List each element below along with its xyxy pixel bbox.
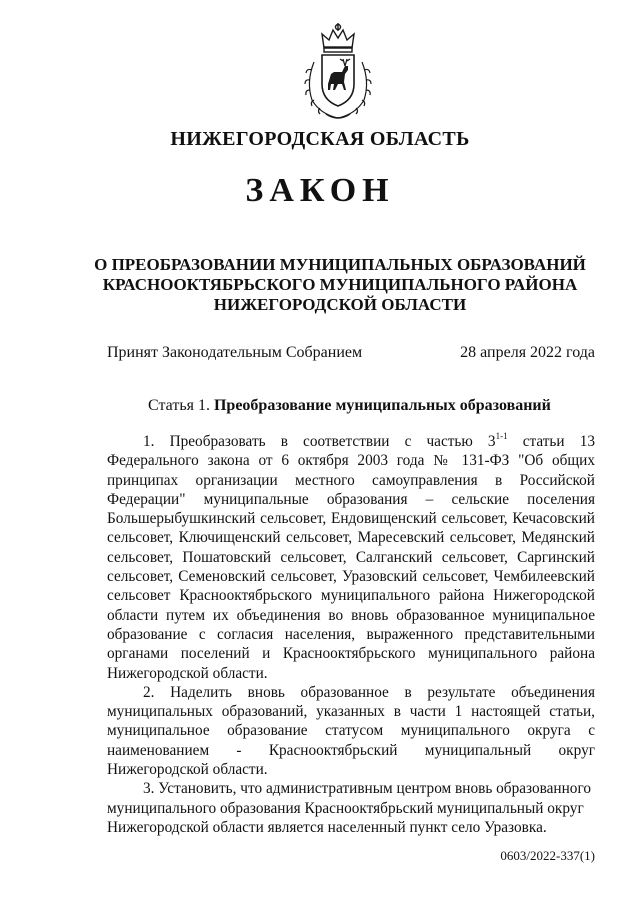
paragraph-1 [107,432,595,683]
law-title-line: КРАСНООКТЯБРЬСКОГО МУНИЦИПАЛЬНОГО РАЙОНА [102,275,578,294]
article-body [107,432,595,837]
region-title: НИЖЕГОРОДСКАЯ ОБЛАСТЬ [170,128,470,150]
law-title-line: О ПРЕОБРАЗОВАНИИ МУНИЦИПАЛЬНЫХ ОБРАЗОВАНИЙ [94,255,586,274]
law-title [40,255,640,315]
article-label: Статья 1. [148,397,210,414]
document-type: ЗАКОН [245,172,395,209]
paragraph-text: статьи 13 Федерального закона от 6 октября 2003 года № 131-ФЗ "Об общих принципах организации местного самоуправления в Российской Федерации" муниципальные образования – сельские поселения Большерыбушкинский сельсовет, Ендовищенский сельсовет, Кечасовский сельсовет, Ключищенский сельсовет, Маресевский сельсовет, Медянский сельсовет, Пошатовский сельсовет, Салганский сельсовет, Саргинский сельсовет, Семеновский сельсовет, Уразовский сельсовет, Чембилеевский сельсовет Краснооктябрьского муниципального района Нижегородской области путем их объединения во вновь образованное муниципальное образование с согласия населения, выраженного представительными органами поселений и Краснооктябрьского муниципального района Нижегородской области. [107,433,595,682]
article-title: Преобразование муниципальных образований [213,397,551,414]
paragraph-3: 3. Установить, что административным центром вновь образованного муниципального образования Краснооктябрьский муниципальный округ Нижегородской области является населенный пункт село Уразовка. [107,780,591,836]
paragraph-2: 2. Наделить вновь образованное в результате объединения муниципальных образований, указанных в части 1 настоящей статьи, муниципальное образование статусом муниципального округа с наименованием - Краснооктябрьский муниципальный округ Нижегородской области. [107,683,595,779]
law-title-line: НИЖЕГОРОДСКОЙ ОБЛАСТИ [213,295,467,314]
superscript: 1-1 [495,431,508,441]
coat-of-arms-icon [298,22,378,122]
article-heading [148,397,551,415]
adopting-body: Принят Законодательным Собранием [107,344,363,361]
adoption-date: 28 апреля 2022 года [460,344,595,361]
document-number: 0603/2022-337(1) [500,848,595,863]
paragraph-text: 1. Преобразовать в соответствии с частью 3 [143,433,496,450]
adoption-line [107,344,595,362]
